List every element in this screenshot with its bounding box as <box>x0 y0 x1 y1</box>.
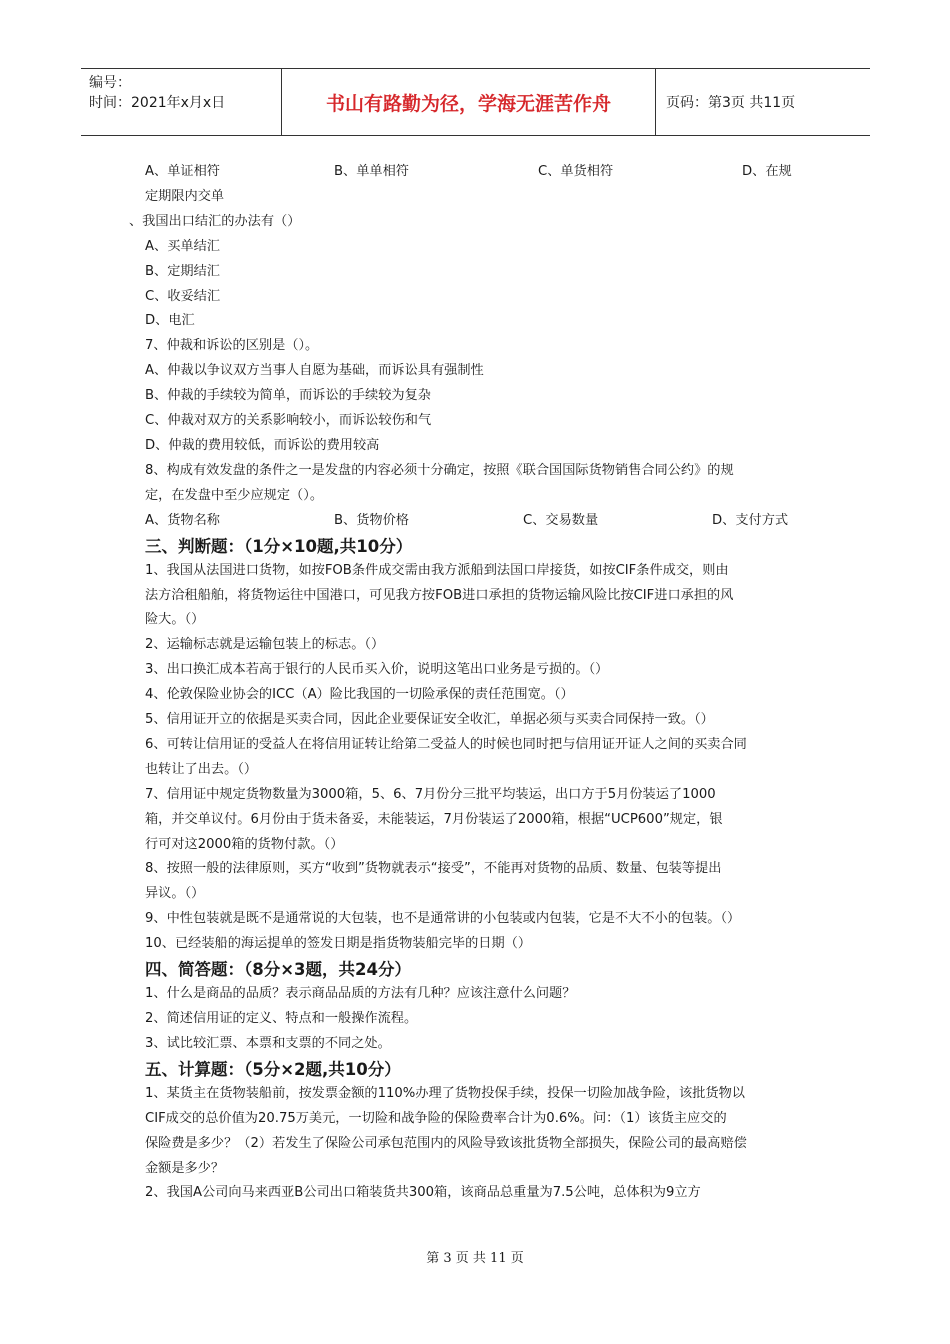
q6-option: A、买单结汇 <box>145 238 220 254</box>
section-5-title: 五、计算题：（5分×2题,共10分） <box>145 1059 401 1079</box>
text-line: 异议。（） <box>145 886 205 902</box>
q7-stem: 7、仲裁和诉讼的区别是（）。 <box>145 338 319 354</box>
text-line: 1、什么是商品的品质？表示商品品质的方法有几种？应该注意什么问题？ <box>145 986 576 1002</box>
section-3-title: 三、判断题：（1分×10题,共10分） <box>145 536 413 556</box>
text-line: 1、某货主在货物装船前，按发票金额的110%办理了货物投保手续，投保一切险加战争险，该批货物以 <box>145 1085 745 1101</box>
text-line: 7、信用证中规定货物数量为3000箱，5、6、7月份分三批平均装运，出口方于5月份装运了1000 <box>145 786 716 802</box>
header-meta <box>81 69 282 135</box>
time-label: 时间：2021年x月x日 <box>89 95 226 111</box>
text-line: CIF成交的总价值为20.75万美元，一切险和战争险的保险费率合计为0.6%。问：（1）该货主应交的 <box>145 1110 727 1126</box>
q6-option: C、收妥结汇 <box>145 288 221 304</box>
q8-option-a: A、货物名称 <box>145 512 220 528</box>
text-line: 9、中性包装就是既不是通常说的大包装，也不是通常讲的小包装或内包装，它是不大不小的包装。（） <box>145 911 741 927</box>
text-line: 保险费是多少？（2）若发生了保险公司承包范围内的风险导致该批货物全部损失，保险公司的最高赔偿 <box>145 1135 747 1151</box>
q7-option: C、仲裁对双方的关系影响较小，而诉讼较伤和气 <box>145 413 432 429</box>
page-header <box>81 68 870 136</box>
q5-option-c: C、单货相符 <box>538 164 614 179</box>
q6-option: D、电汇 <box>145 313 195 329</box>
text-line: 箱，并交单议付。6月份由于货未备妥，未能装运，7月份装运了2000箱，根据“UCP600”规定，银 <box>145 811 723 827</box>
header-motto: 书山有路勤为径，学海无涯苦作舟 <box>282 69 656 135</box>
text-line: 行可对这2000箱的货物付款。（） <box>145 836 344 852</box>
text-line: 5、信用证开立的依据是买卖合同，因此企业要保证安全收汇，单据必须与买卖合同保持一致。（） <box>145 712 714 728</box>
q8-option-d: D、支付方式 <box>712 512 789 528</box>
q5-option-a: A、单证相符 <box>145 164 220 179</box>
section-4-title: 四、简答题：（8分×3题，共24分） <box>145 960 411 980</box>
text-line: 8、按照一般的法律原则，买方“收到”货物就表示“接受”，不能再对货物的品质、数量、包装等提出 <box>145 861 722 877</box>
text-line: 6、可转让信用证的受益人在将信用证转让给第二受益人的时候也同时把与信用证开证人之间的买卖合同 <box>145 736 747 752</box>
q5-options <box>145 160 810 185</box>
q8-stem: 定，在发盘中至少应规定（）。 <box>145 487 324 503</box>
text-line: 2、运输标志就是运输包装上的标志。（） <box>145 637 385 653</box>
q8-option-c: C、交易数量 <box>523 512 599 528</box>
text-line: 险大。（） <box>145 612 205 628</box>
text-line: 4、伦敦保险业协会的ICC（A）险比我国的一切险承保的责任范围宽。（） <box>145 687 574 703</box>
text-line: 2、简述信用证的定义、特点和一般操作流程。 <box>145 1011 418 1026</box>
number-label: 编号： <box>89 75 131 91</box>
section-5-body <box>145 1082 810 1207</box>
q8-options <box>145 509 810 534</box>
text-line: 法方洽租船舶，将货物运往中国港口，可见我方按FOB进口承担的货物运输风险比按CIF进口承担的风 <box>145 587 734 603</box>
section-4-body <box>145 982 810 1057</box>
q6-stem: 、我国出口结汇的办法有（） <box>129 213 301 229</box>
q8-option-b: B、货物价格 <box>334 512 409 528</box>
page-footer: 第 3 页 共 11 页 <box>426 1251 524 1266</box>
text-line: 1、我国从法国进口货物，如按FOB条件成交需由我方派船到法国口岸接货，如按CIF条件成交，则由 <box>145 562 729 578</box>
document-body <box>129 160 810 1206</box>
section-3-body <box>145 559 810 958</box>
header-page-label: 页码：第3页 共11页 <box>666 95 796 111</box>
q5-options-cont: 定期限内交单 <box>145 188 225 204</box>
q7-option: B、仲裁的手续较为简单，而诉讼的手续较为复杂 <box>145 388 431 404</box>
q6-option: B、定期结汇 <box>145 263 220 279</box>
q5-option-b: B、单单相符 <box>334 164 409 179</box>
text-line: 也转让了出去。（） <box>145 761 258 777</box>
text-line: 3、出口换汇成本若高于银行的人民币买入价，说明这笔出口业务是亏损的。（） <box>145 662 609 678</box>
text-line: 3、试比较汇票、本票和支票的不同之处。 <box>145 1035 391 1051</box>
q5-option-d: D、在规 <box>742 164 792 179</box>
q7-option: D、仲裁的费用较低，而诉讼的费用较高 <box>145 437 380 453</box>
q8-stem: 8、构成有效发盘的条件之一是发盘的内容必须十分确定，按照《联合国国际货物销售合同公约》的规 <box>145 462 734 478</box>
q7-option: A、仲裁以争议双方当事人自愿为基础，而诉讼具有强制性 <box>145 363 484 379</box>
text-line: 10、已经装船的海运提单的签发日期是指货物装船完毕的日期（） <box>145 936 532 952</box>
text-line: 金额是多少？ <box>145 1160 225 1176</box>
text-line: 2、我国A公司向马来西亚B公司出口箱装货共300箱，该商品总重量为7.5公吨，总体积为9立方 <box>145 1185 701 1201</box>
